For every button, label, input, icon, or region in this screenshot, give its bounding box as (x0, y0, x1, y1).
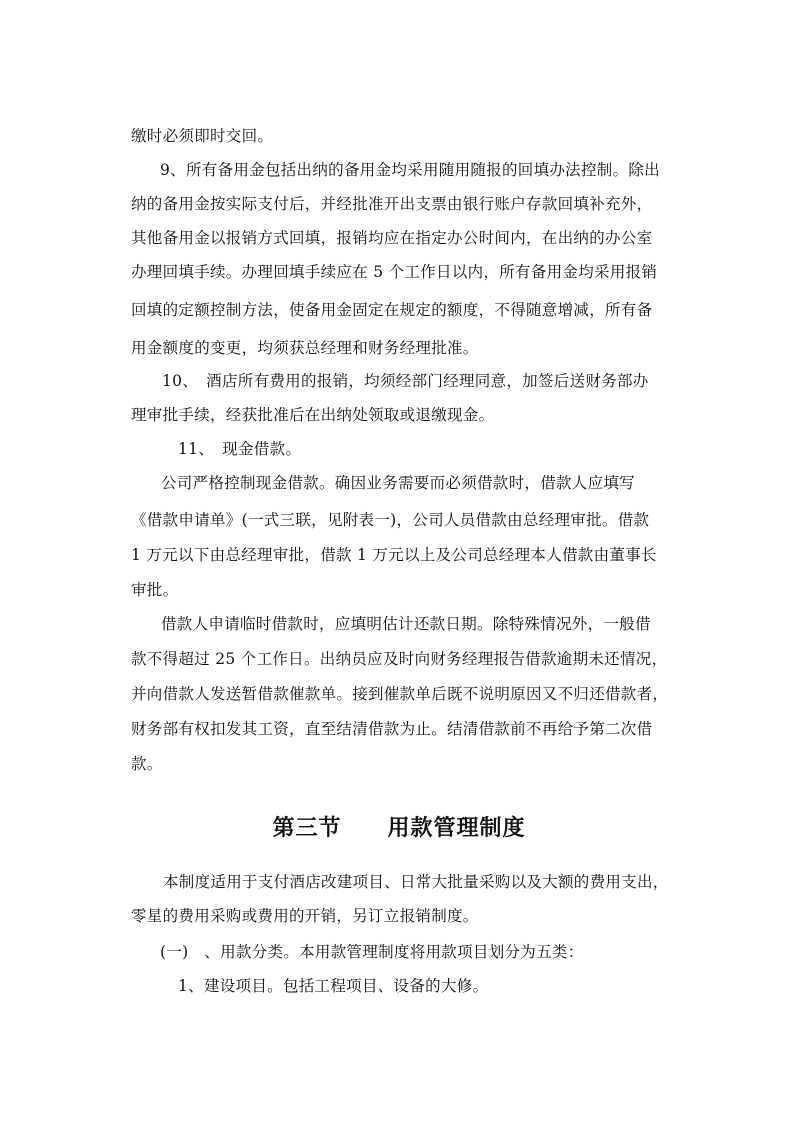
paragraph-line: 审批。 (131, 581, 179, 599)
paragraph-line: 本制度适用于支付酒店改建项目、日常大批量采购以及大额的费用支出， (163, 873, 669, 891)
paragraph-line: 缴时必须即时交回。 (131, 127, 274, 145)
paragraph-line: 10、 酒店所有费用的报销，均须经部门经理同意，加签后送财务部办 (162, 372, 649, 390)
paragraph-line: 其他备用金以报销方式回填，报销均应在指定办公时间内，在出纳的办公室 (131, 229, 653, 247)
paragraph-line: 1 万元以下由总经理审批，借款 1 万元以上及公司总经理本人借款由董事长 (131, 546, 657, 564)
paragraph-line: 借款人申请临时借款时，应填明估计还款日期。除特殊情况外，一般借 (161, 615, 651, 633)
section-heading: 第三节 用款管理制度 (272, 816, 526, 841)
paragraph-line: 公司严格控制现金借款。确因业务需要而必须借款时，借款人应填写 (161, 474, 636, 492)
paragraph-line: 用金额度的变更，均须获总经理和财务经理批准。 (131, 339, 479, 357)
paragraph-line: 9、所有备用金包括出纳的备用金均采用随用随报的回填办法控制。除出 (160, 161, 660, 179)
paragraph-line: 款不得超过 25 个工作日。出纳员应及时向财务经理报告借款逾期未还情况， (131, 650, 668, 668)
paragraph-line: 款。 (131, 755, 163, 773)
paragraph-line: 回填的定额控制方法，使备用金固定在规定的额度，不得随意增减，所有备 (131, 301, 653, 319)
paragraph-line: 并向借款人发送暂借款催款单。接到催款单后既不说明原因又不归还借款者， (131, 685, 669, 703)
paragraph-line: 办理回填手续。办理回填手续应在 5 个工作日以内，所有备用金均采用报销 (131, 263, 658, 281)
paragraph-line: 1、建设项目。包括工程项目、设备的大修。 (178, 977, 489, 995)
paragraph-line: 财务部有权扣发其工资，直至结清借款为止。结清借款前不再给予第二次借 (131, 720, 653, 738)
paragraph-line: 11、 现金借款。 (178, 440, 302, 458)
paragraph-line: 《借款申请单》(一式三联，见附表一)，公司人员借款由总经理审批。借款 (131, 511, 650, 529)
paragraph-line: 理审批手续，经获批准后在出纳处领取或退缴现金。 (131, 406, 495, 424)
paragraph-line: (一) 、用款分类。本用款管理制度将用款项目划分为五类： (160, 943, 584, 961)
paragraph-line: 纳的备用金按实际支付后，并经批准开出支票由银行账户存款回填补充外， (131, 195, 653, 213)
paragraph-line: 零星的费用采购或费用的开销，另订立报销制度。 (131, 907, 479, 925)
